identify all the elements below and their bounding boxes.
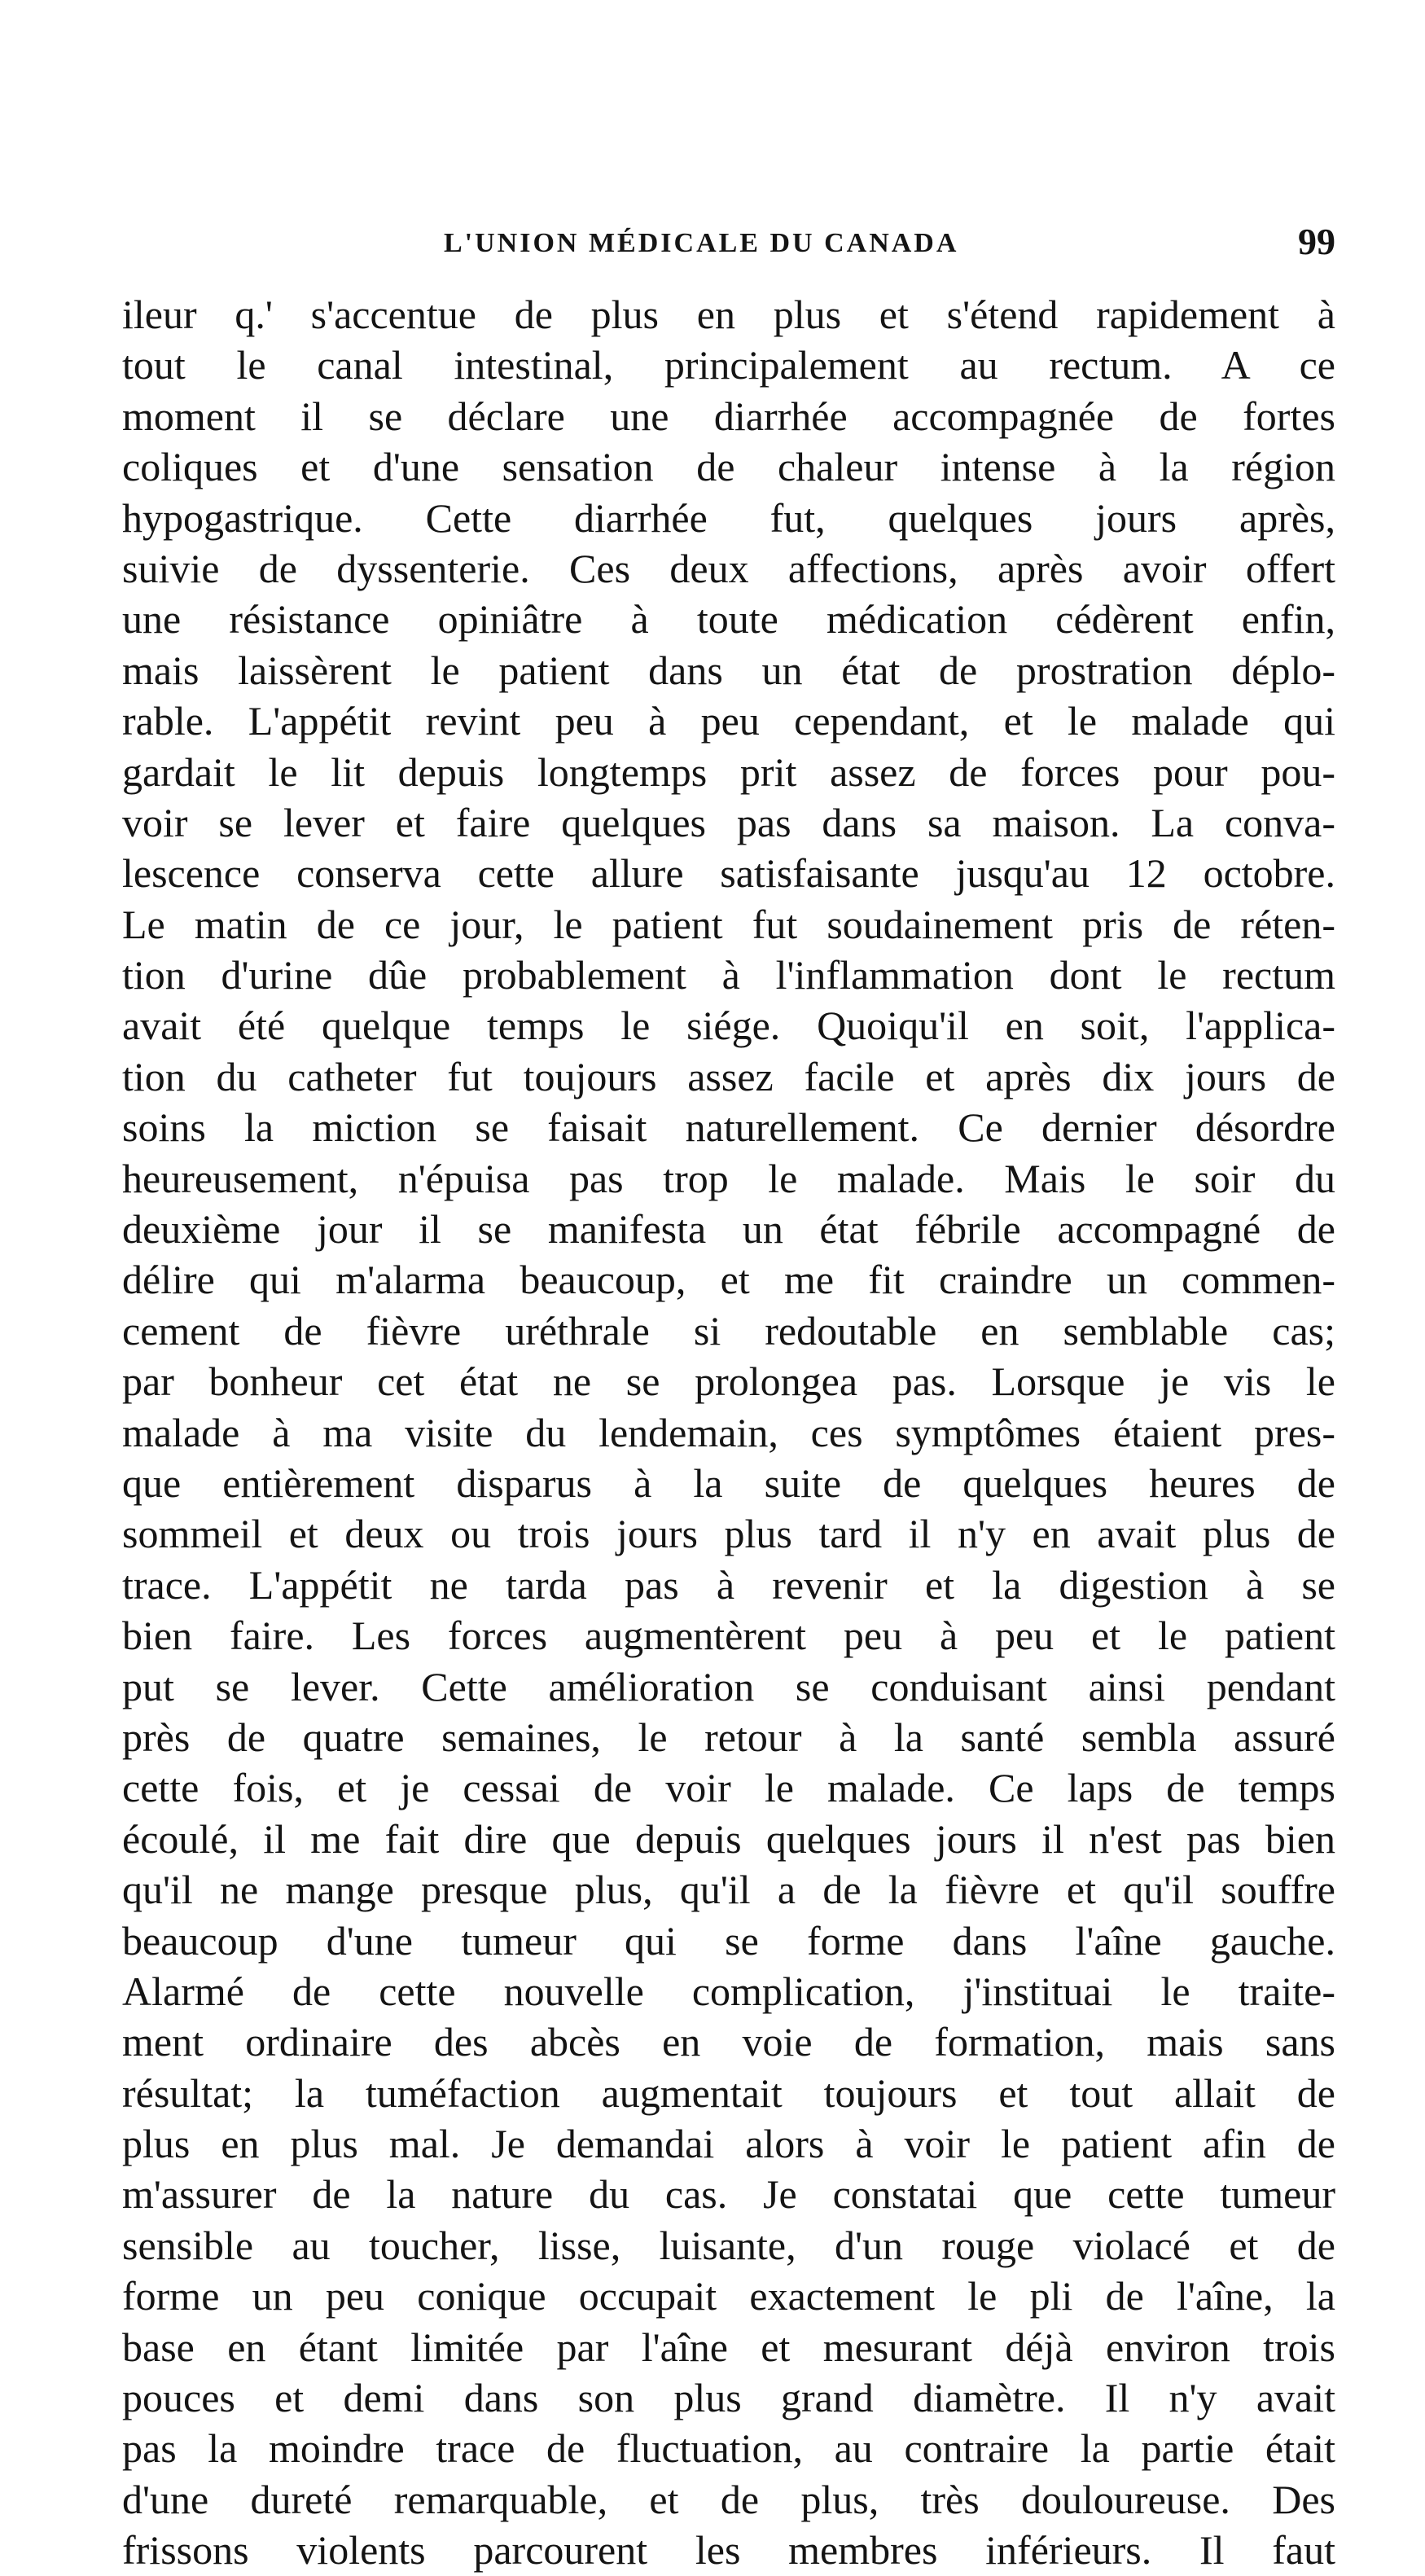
text-line: put se lever. Cette amélioration se conduisant ainsi pendant [122, 1663, 1335, 1709]
text-line: frissons violents parcourent les membres inférieurs. Il faut [122, 2527, 1335, 2574]
text-line: base en étant limitée par l'aîne et mesurant déjà environ trois [122, 2324, 1335, 2370]
text-line: pouces et demi dans son plus grand diamètre. Il n'y avait [122, 2375, 1335, 2421]
text-line: par bonheur cet état ne se prolongea pas. Lorsque je vis le [122, 1358, 1335, 1405]
text-line: deuxième jour il se manifesta un état fébrile accompagné de [122, 1206, 1335, 1253]
text-line: hypogastrique. Cette diarrhée fut, quelques jours après, [122, 494, 1335, 541]
text-line: avait été quelque temps le siége. Quoiqu'il en soit, l'applica- [122, 1003, 1335, 1049]
text-line: bien faire. Les forces augmentèrent peu à peu et le patient [122, 1613, 1335, 1659]
text-line: soins la miction se faisait naturellement. Ce dernier désordre [122, 1104, 1335, 1151]
text-line: rable. L'appétit revint peu à peu cependant, et le malade qui [122, 698, 1335, 744]
text-line: Alarmé de cette nouvelle complication, j'instituai le traite- [122, 1968, 1335, 2014]
text-line: tion du catheter fut toujours assez facile et après dix jours de [122, 1053, 1335, 1099]
text-line: suivie de dyssenterie. Ces deux affections, après avoir offert [122, 545, 1335, 591]
text-line: d'une dureté remarquable, et de plus, très douloureuse. Des [122, 2476, 1335, 2522]
text-line: une résistance opiniâtre à toute médication cédèrent enfin, [122, 596, 1335, 643]
text-line: sommeil et deux ou trois jours plus tard il n'y en avait plus de [122, 1511, 1335, 1557]
text-line: sensible au toucher, lisse, luisante, d'un rouge violacé et de [122, 2222, 1335, 2268]
page-number: 99 [1298, 221, 1335, 262]
text-line: coliques et d'une sensation de chaleur intense à la région [122, 444, 1335, 490]
text-line: que entièrement disparus à la suite de quelques heures de [122, 1459, 1335, 1506]
text-line: lescence conserva cette allure satisfaisante jusqu'au 12 octobre. [122, 850, 1335, 897]
text-line: pas la moindre trace de fluctuation, au contraire la partie était [122, 2425, 1335, 2472]
text-line: beaucoup d'une tumeur qui se forme dans l'aîne gauche. [122, 1917, 1335, 1964]
text-line: ileur q.' s'accentue de plus en plus et s'étend rapidement à [122, 292, 1335, 337]
body-text [122, 289, 1335, 2576]
text-line: près de quatre semaines, le retour à la santé sembla assuré [122, 1714, 1335, 1760]
text-line: résultat; la tuméfaction augmentait toujours et tout allait de [122, 2069, 1335, 2116]
text-line: tout le canal intestinal, principalement au rectum. A ce [122, 342, 1335, 388]
text-line: ment ordinaire des abcès en voie de formation, mais sans [122, 2019, 1335, 2065]
running-head [122, 220, 1335, 269]
text-line: écoulé, il me fait dire que depuis quelques jours il n'est pas bien [122, 1815, 1335, 1862]
text-line: Le matin de ce jour, le patient fut soudainement pris de réten- [122, 901, 1335, 947]
text-line: trace. L'appétit ne tarda pas à revenir et la digestion à se [122, 1561, 1335, 1608]
text-line: gardait le lit depuis longtemps prit assez de forces pour pou- [122, 748, 1335, 795]
text-line: mais laissèrent le patient dans un état de prostration déplo- [122, 647, 1335, 693]
text-line: moment il se déclare une diarrhée accompagnée de fortes [122, 393, 1335, 439]
text-line: délire qui m'alarma beaucoup, et me fit craindre un commen- [122, 1257, 1335, 1303]
text-line: malade à ma visite du lendemain, ces symptômes étaient pres- [122, 1409, 1335, 1455]
text-line: plus en plus mal. Je demandai alors à voir le patient afin de [122, 2121, 1335, 2167]
text-line: forme un peu conique occupait exactement le pli de l'aîne, la [122, 2273, 1335, 2319]
journal-title: L'UNION MÉDICALE DU CANADA [444, 228, 959, 258]
text-line: voir se lever et faire quelques pas dans sa maison. La conva- [122, 799, 1335, 845]
text-line: cement de fièvre uréthrale si redoutable en semblable cas; [122, 1307, 1335, 1354]
text-line: tion d'urine dûe probablement à l'inflammation dont le rectum [122, 952, 1335, 998]
text-line: cette fois, et je cessai de voir le malade. Ce laps de temps [122, 1765, 1335, 1811]
text-line: m'assurer de la nature du cas. Je constatai que cette tumeur [122, 2171, 1335, 2218]
text-line: heureusement, n'épuisa pas trop le malade. Mais le soir du [122, 1155, 1335, 1201]
text-line: qu'il ne mange presque plus, qu'il a de la fièvre et qu'il souffre [122, 1867, 1335, 1913]
